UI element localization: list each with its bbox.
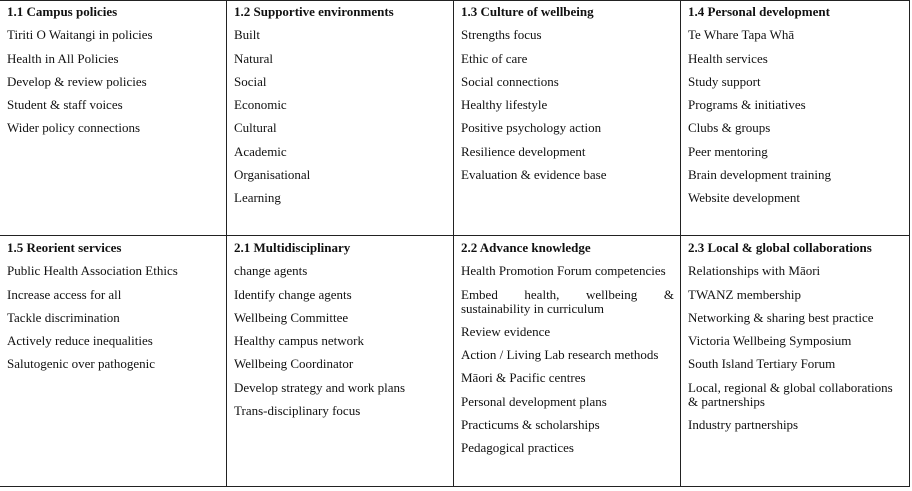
list-item: Tackle discrimination bbox=[7, 309, 120, 325]
list-item: Study support bbox=[688, 73, 761, 89]
list-item: Review evidence bbox=[461, 323, 551, 339]
list-item: Website development bbox=[688, 190, 800, 206]
list-item: Networking & sharing best practice bbox=[688, 309, 874, 325]
cell-campus-policies bbox=[0, 0, 226, 135]
list-item: Social connections bbox=[461, 73, 559, 89]
cell-heading: 2.1 Multidisciplinary bbox=[234, 240, 351, 255]
list-item: Wider policy connections bbox=[7, 120, 141, 136]
list-item: Healthy campus network bbox=[234, 333, 364, 349]
list-item: Student & staff voices bbox=[7, 97, 123, 113]
item-list bbox=[461, 264, 674, 455]
list-item: TWANZ membership bbox=[688, 286, 802, 302]
list-item: Te Whare Tapa Whā bbox=[688, 27, 795, 43]
item-list bbox=[234, 28, 447, 205]
list-item: Tiriti O Waitangi in policies bbox=[7, 27, 153, 43]
list-item: Built bbox=[234, 27, 261, 43]
list-item: Clubs & groups bbox=[688, 120, 771, 136]
cell-heading: 1.2 Supportive environments bbox=[234, 4, 394, 19]
list-item: Ethic of care bbox=[461, 50, 528, 66]
cell-local-global-collaborations bbox=[681, 236, 909, 432]
cell-heading: 1.5 Reorient services bbox=[7, 240, 122, 255]
item-list bbox=[234, 264, 447, 418]
list-item: Identify change agents bbox=[234, 286, 352, 302]
list-item: Academic bbox=[234, 143, 287, 159]
list-item: Trans-disciplinary focus bbox=[234, 403, 361, 419]
table-right-border bbox=[909, 0, 910, 487]
cell-reorient-services bbox=[0, 236, 226, 371]
cell-heading: 1.1 Campus policies bbox=[7, 4, 118, 19]
list-item: South Island Tertiary Forum bbox=[688, 356, 836, 372]
list-item: Positive psychology action bbox=[461, 120, 602, 136]
list-item: Peer mentoring bbox=[688, 143, 768, 159]
item-list bbox=[7, 28, 220, 135]
item-list bbox=[688, 264, 903, 432]
list-item: Economic bbox=[234, 97, 287, 113]
list-item: Organisational bbox=[234, 167, 311, 183]
item-list bbox=[461, 28, 674, 182]
cell-heading: 2.2 Advance knowledge bbox=[461, 240, 591, 255]
list-item: Develop strategy and work plans bbox=[234, 379, 406, 395]
list-item: Māori & Pacific centres bbox=[461, 370, 586, 386]
list-item: Resilience development bbox=[461, 143, 586, 159]
list-item: Develop & review policies bbox=[7, 73, 147, 89]
list-item: Local, regional & global collaborations & partnerships bbox=[688, 379, 893, 409]
list-item: Relationships with Māori bbox=[688, 263, 821, 279]
list-item: Personal development plans bbox=[461, 393, 607, 409]
item-list bbox=[688, 28, 903, 205]
list-item: Increase access for all bbox=[7, 286, 122, 302]
list-item: Wellbeing Coordinator bbox=[234, 356, 354, 372]
list-item: Healthy lifestyle bbox=[461, 97, 548, 113]
list-item: Learning bbox=[234, 190, 281, 206]
list-item: Practicums & scholarships bbox=[461, 417, 600, 433]
list-item: Strengths focus bbox=[461, 27, 542, 43]
list-item: Industry partnerships bbox=[688, 417, 799, 433]
list-item: Natural bbox=[234, 50, 273, 66]
list-item: Evaluation & evidence base bbox=[461, 167, 607, 183]
list-item: Action / Living Lab research methods bbox=[461, 347, 659, 363]
list-item: Victoria Wellbeing Symposium bbox=[688, 333, 852, 349]
cell-supportive-environments bbox=[227, 0, 453, 205]
list-item: Health in All Policies bbox=[7, 50, 119, 66]
cell-personal-development bbox=[681, 0, 909, 205]
list-item: change agents bbox=[234, 263, 308, 279]
list-item: Health Promotion Forum competencies bbox=[461, 263, 666, 279]
cell-advance-knowledge bbox=[454, 236, 680, 455]
list-item: Wellbeing Committee bbox=[234, 309, 349, 325]
item-list bbox=[7, 264, 220, 371]
list-item: Actively reduce inequalities bbox=[7, 333, 153, 349]
list-item: Salutogenic over pathogenic bbox=[7, 356, 156, 372]
cell-culture-of-wellbeing bbox=[454, 0, 680, 182]
list-item-text: Embed health, wellbeing & sustainability in curriculum bbox=[461, 286, 674, 316]
list-item bbox=[461, 288, 674, 316]
list-item: Programs & initiatives bbox=[688, 97, 806, 113]
list-item: Brain development training bbox=[688, 167, 831, 183]
cell-multidisciplinary bbox=[227, 236, 453, 418]
cell-heading: 1.4 Personal development bbox=[688, 4, 830, 19]
list-item: Social bbox=[234, 73, 267, 89]
list-item: Cultural bbox=[234, 120, 277, 136]
cell-heading: 1.3 Culture of wellbeing bbox=[461, 4, 594, 19]
table-bottom-border bbox=[0, 486, 910, 487]
list-item: Public Health Association Ethics bbox=[7, 263, 178, 279]
cell-heading: 2.3 Local & global collaborations bbox=[688, 240, 872, 255]
list-item: Pedagogical practices bbox=[461, 440, 574, 456]
list-item: Health services bbox=[688, 50, 768, 66]
